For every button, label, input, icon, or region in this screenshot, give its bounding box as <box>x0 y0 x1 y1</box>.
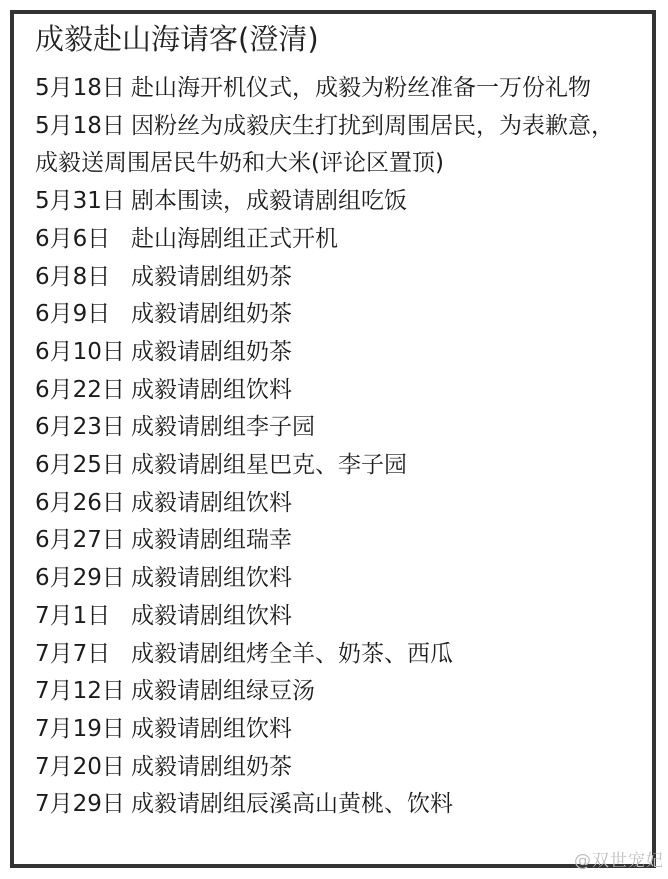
entry-date: 5月31日 <box>35 188 125 215</box>
entry-text: 成毅请剧组饮料 <box>131 489 292 516</box>
list-item <box>35 447 635 485</box>
list-item <box>35 409 635 447</box>
entry-text: 剧本围读，成毅请剧组吃饭 <box>131 188 407 215</box>
list-item <box>35 560 635 598</box>
list-item <box>35 296 635 334</box>
list-item <box>35 786 635 824</box>
entry-text: 成毅请剧组奶茶 <box>131 301 292 328</box>
entry-text: 赴山海剧组正式开机 <box>131 225 338 252</box>
list-item <box>35 334 635 372</box>
entry-text: 成毅请剧组饮料 <box>131 715 292 742</box>
entry-date: 6月22日 <box>35 376 125 403</box>
entry-text: 成毅请剧组瑞幸 <box>131 527 292 554</box>
list-item <box>35 749 635 787</box>
entry-text: 成毅请剧组饮料 <box>131 565 292 592</box>
entry-text: 成毅请剧组星巴克、李子园 <box>131 452 407 479</box>
list-item <box>35 259 635 297</box>
list-item <box>35 221 635 259</box>
entry-text: 成毅请剧组奶茶 <box>131 263 292 290</box>
entry-text: 成毅请剧组饮料 <box>131 376 292 403</box>
entry-text: 成毅请剧组饮料 <box>131 602 292 629</box>
list-item <box>35 183 635 221</box>
entry-date: 6月9日 <box>35 301 111 328</box>
list-item <box>35 636 635 674</box>
entry-date: 7月7日 <box>35 640 111 667</box>
entry-text: 成毅请剧组李子园 <box>131 414 315 441</box>
entry-list <box>35 70 635 824</box>
entry-text: 成毅请剧组绿豆汤 <box>131 678 315 705</box>
entry-date: 6月23日 <box>35 414 125 441</box>
entry-date: 7月19日 <box>35 715 125 742</box>
list-item <box>35 673 635 711</box>
entry-date: 6月8日 <box>35 263 111 290</box>
entry-date: 6月27日 <box>35 527 125 554</box>
entry-text: 赴山海开机仪式，成毅为粉丝准备一万份礼物 <box>131 75 591 101</box>
entry-date: 5月18日 <box>35 112 125 139</box>
entry-date: 6月6日 <box>35 225 111 252</box>
entry-date: 7月20日 <box>35 753 125 780</box>
entry-date: 6月10日 <box>35 338 125 365</box>
list-item <box>35 108 635 183</box>
entry-date: 5月18日 <box>35 75 125 101</box>
list-item <box>35 70 635 108</box>
entry-date: 6月29日 <box>35 565 125 592</box>
entry-date: 6月26日 <box>35 489 125 516</box>
entry-text: 因粉丝为成毅庆生打扰到周围居民，为表歉意，成毅送周围居民牛奶和大米(评论区置顶) <box>35 112 614 177</box>
entry-text: 成毅请剧组烤全羊、奶茶、西瓜 <box>131 640 453 667</box>
entry-date: 7月29日 <box>35 791 125 818</box>
entry-date: 6月25日 <box>35 452 125 479</box>
list-item <box>35 711 635 749</box>
entry-date: 7月1日 <box>35 602 111 629</box>
document-title: 成毅赴山海请客(澄清) <box>35 22 319 56</box>
entry-text: 成毅请剧组奶茶 <box>131 338 292 365</box>
entry-text: 成毅请剧组奶茶 <box>131 753 292 780</box>
list-item <box>35 598 635 636</box>
entry-date: 7月12日 <box>35 678 125 705</box>
entry-text: 成毅请剧组辰溪高山黄桃、饮料 <box>131 791 453 818</box>
list-item <box>35 372 635 410</box>
list-item <box>35 522 635 560</box>
watermark: @双世宠妃 <box>574 851 664 871</box>
list-item <box>35 485 635 523</box>
